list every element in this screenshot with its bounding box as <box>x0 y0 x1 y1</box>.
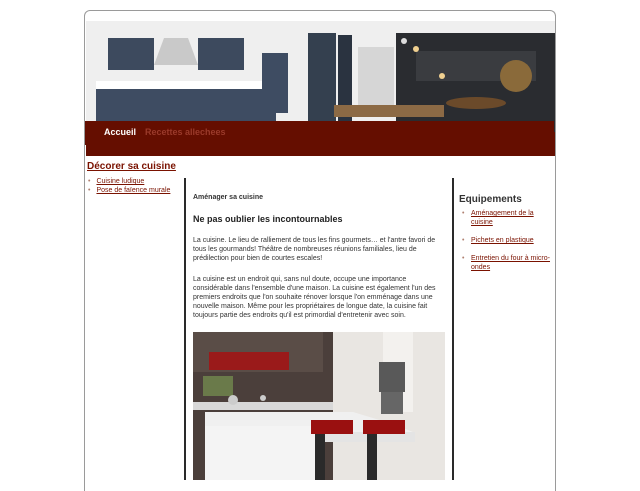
nav-item-accueil[interactable]: Accueil <box>104 127 137 137</box>
equipment-link-pichets[interactable]: Pichets en plastique <box>471 237 534 244</box>
bullet-icon: • <box>462 210 465 217</box>
article-paragraph-2: La cuisine est un endroit qui, sans nul doute, occupe une importance considérable dans l'ensemble d'une maison. La cuisine est également l'un des premiers endroits que l'on souhaite rénover lorsque l'on emménage dans une nouvelle maison. Même pour les propriétaires de longue date, la cuisine fait toujours partie des endroits qu'il est primordial d'entretenir avec soin. <box>193 276 436 319</box>
column-divider-left <box>184 178 186 480</box>
sidebar-link-faience[interactable]: Pose de faïence murale <box>96 187 171 194</box>
bullet-icon: • <box>462 237 465 244</box>
sidebar-title[interactable]: Décorer sa cuisine <box>87 161 176 172</box>
equipment-list <box>462 209 554 281</box>
equipment-link-amenagement[interactable]: Aménagement de la cuisine <box>471 210 534 226</box>
article-subheading: Ne pas oublier les incontournables <box>193 214 343 224</box>
bullet-icon: • <box>88 187 91 194</box>
kitchen-photo <box>193 332 445 480</box>
top-nav-bar <box>85 121 554 145</box>
bullet-icon: • <box>88 178 91 185</box>
sidebar-link-cuisine-ludique[interactable]: Cuisine ludique <box>96 178 145 185</box>
bullet-icon: • <box>462 255 465 262</box>
article-heading: Aménager sa cuisine <box>193 194 264 201</box>
equipment-item <box>462 209 554 227</box>
nav-item-recettes[interactable]: Recettes allechees <box>145 127 226 137</box>
column-divider-right <box>452 178 454 480</box>
sidebar-item <box>88 177 170 186</box>
equipment-link-micro-ondes[interactable]: Entretien du four à micro-ondes <box>471 255 550 271</box>
sidebar-item <box>88 186 170 195</box>
sidebar-list <box>88 177 170 195</box>
article-paragraph-1: La cuisine. Le lieu de ralliement de tous les fins gourmets… et l'antre favori de tous les gourmands! Théâtre de nombreuses réunions familiales, lieu de prédilection pour bien de courtes escales! <box>193 237 436 262</box>
equipment-item <box>462 236 554 245</box>
header-banner-image <box>86 21 555 132</box>
equipment-item <box>462 254 554 272</box>
equipment-title: Equipements <box>459 194 522 205</box>
